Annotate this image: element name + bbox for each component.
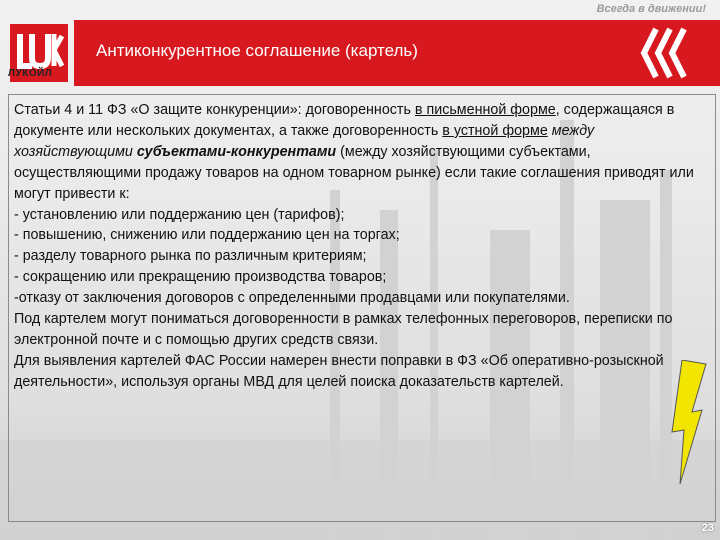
paragraph-cartel: Под картелем могут пониматься договоренности в рамках телефонных переговоров, переписки по электронной почте и с помощью других средств связи. bbox=[14, 311, 673, 348]
slide-body bbox=[14, 100, 710, 393]
text-run-bold-italic: субъектами-конкурентами bbox=[136, 143, 337, 160]
title-bar bbox=[74, 20, 720, 86]
triple-chevron-left-icon bbox=[638, 25, 698, 81]
list-item: - разделу товарного рынка по различным критериям; bbox=[14, 248, 367, 265]
paragraph-fas: Для выявления картелей ФАС России намерен внести поправки в ФЗ «Об оперативно-розыскной деятельности», используя органы МВД для целей поиска доказательств картелей. bbox=[14, 352, 664, 390]
logo-wordmark: ЛУКОЙЛ bbox=[8, 68, 53, 79]
paragraph-definition bbox=[14, 100, 710, 205]
list-item: - сокращению или прекращению производства товаров; bbox=[14, 269, 387, 286]
text-run-underlined: в письменной форме bbox=[414, 102, 556, 118]
list-item: - повышению, снижению или поддержанию цен на торгах; bbox=[14, 227, 400, 244]
text-run-italic: между хозяйствующими bbox=[14, 122, 595, 160]
lightning-bolt-icon bbox=[668, 360, 708, 485]
list-item: -отказу от заключения договоров с определенными продавцами или покупателями. bbox=[14, 290, 570, 307]
text-run: (между хозяйствующими субъектами, осуществляющими продажу товаров на одном товарном рынке) если такие соглашения приводят или могут привести к: bbox=[14, 143, 694, 202]
text-run: , содержащаяся в документе или нескольких документах, а также договоренность bbox=[14, 102, 675, 139]
list-item: - установлению или поддержанию цен (тарифов); bbox=[14, 206, 345, 223]
text-run-underlined: в устной форме bbox=[442, 122, 548, 139]
slide-title: Антиконкурентное соглашение (картель) bbox=[96, 41, 418, 60]
page-number: 23 bbox=[701, 522, 714, 534]
text-run: Статьи 4 и 11 ФЗ «О защите конкуренции»: договоренность bbox=[14, 102, 415, 118]
brand-tagline: Всегда в движении! bbox=[596, 3, 706, 15]
